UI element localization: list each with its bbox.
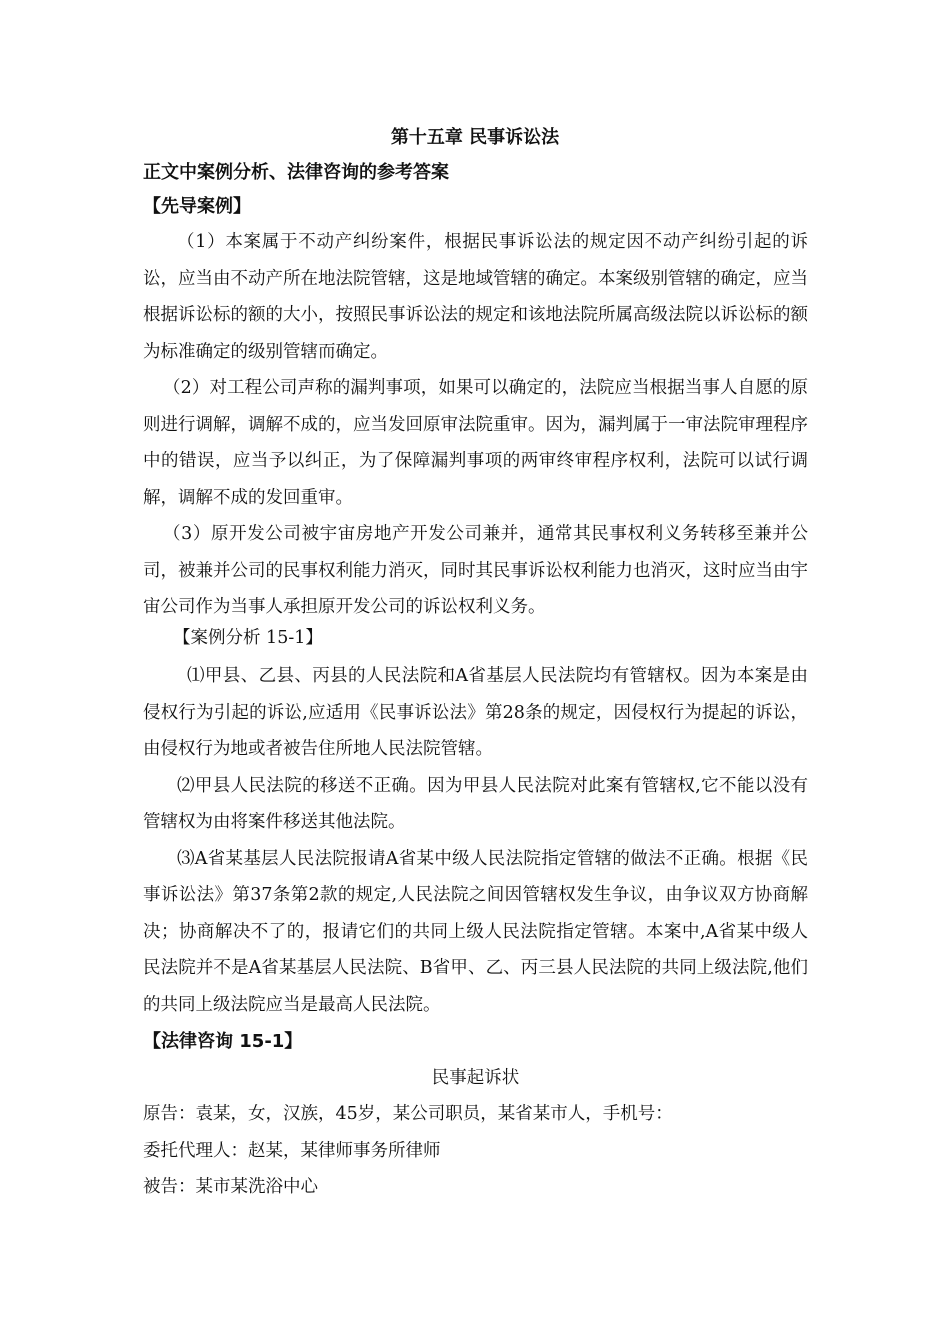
chapter-title: 第十五章 民事诉讼法 xyxy=(390,127,560,148)
lead-case-paragraph-3: （3）原开发公司被宇宙房地产开发公司兼并，通常其民事权利义务转移至兼并公司，被兼并公司的民事权利能力消灭，同时其民事诉讼权利能力也消灭，这时应当由宇宙公司作为当事人承担原开发公司的诉讼权利义务。 xyxy=(143,524,808,617)
lead-case-heading: 【先导案例】 xyxy=(143,196,251,217)
complaint-title: 民事起诉状 xyxy=(431,1068,520,1088)
lead-case-body xyxy=(143,224,808,626)
lead-case-paragraph-2: （2）对工程公司声称的漏判事项，如果可以确定的，法院应当根据当事人自愿的原则进行调解，调解不成的，应当发回原审法院重审。因为，漏判属于一审法院审理程序中的错误，应当予以纠正，为了保障漏判事项的两审终审程序权利，法院可以试行调解，调解不成的发回重审。 xyxy=(143,378,808,508)
legal-consult-heading: 【法律咨询 15-1】 xyxy=(143,1031,303,1052)
complaint-defendant-line: 被告：某市某洗浴中心 xyxy=(143,1177,318,1197)
case-analysis-paragraph-1: ⑴甲县、乙县、丙县的人民法院和A省基层人民法院均有管辖权。因为本案是由侵权行为引起的诉讼,应适用《民事诉讼法》第28条的规定，因侵权行为提起的诉讼，由侵权行为地或者被告住所地人民法院管辖。 xyxy=(143,666,808,759)
case-analysis-heading: 【案例分析 15-1】 xyxy=(173,628,323,648)
complaint-party-list xyxy=(143,1096,808,1206)
case-analysis-body xyxy=(143,658,808,1023)
complaint-agent-line: 委托代理人：赵某，某律师事务所律师 xyxy=(143,1140,441,1161)
section-title: 正文中案例分析、法律咨询的参考答案 xyxy=(143,162,449,183)
complaint-plaintiff-line: 原告：袁某，女，汉族，45岁，某公司职员，某省某市人，手机号： xyxy=(143,1104,673,1124)
case-analysis-paragraph-3: ⑶A省某基层人民法院报请A省某中级人民法院指定管辖的做法不正确。根据《民事诉讼法》第37条第2款的规定,人民法院之间因管辖权发生争议，由争议双方协商解决；协商解决不了的，报请它们的共同上级人民法院指定管辖。本案中,A省某中级人民法院并不是A省某基层人民法院、B省甲、乙、丙三县人民法院的共同上级法院,他们的共同上级法院应当是最高人民法院。 xyxy=(143,848,808,1015)
lead-case-paragraph-1: （1）本案属于不动产纠纷案件，根据民事诉讼法的规定因不动产纠纷引起的诉讼，应当由不动产所在地法院管辖，这是地域管辖的确定。本案级别管辖的确定，应当根据诉讼标的额的大小，按照民事诉讼法的规定和该地法院所属高级法院以诉讼标的额为标准确定的级别管辖而确定。 xyxy=(143,232,808,362)
case-analysis-paragraph-2: ⑵甲县人民法院的移送不正确。因为甲县人民法院对此案有管辖权,它不能以没有管辖权为由将案件移送其他法院。 xyxy=(143,775,808,832)
